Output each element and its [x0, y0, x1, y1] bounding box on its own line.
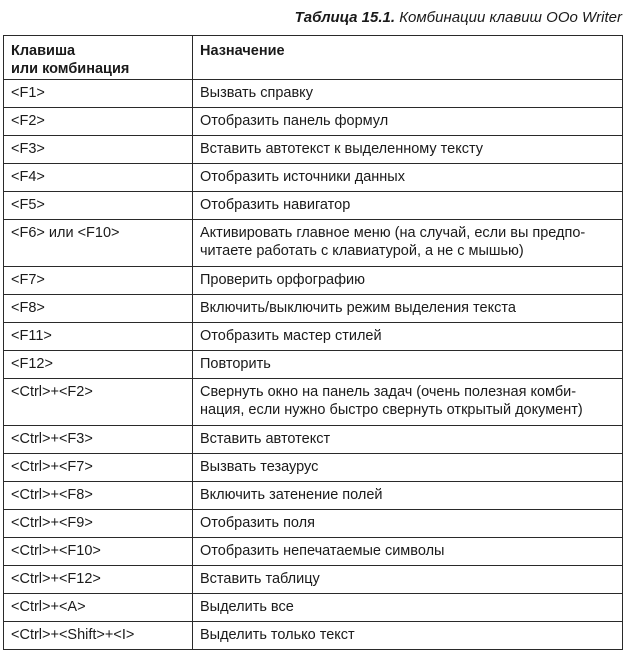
key-cell: <Ctrl>+<F7>	[4, 454, 193, 482]
key-cell: <Ctrl>+<A>	[4, 594, 193, 622]
purpose-cell: Включить/выключить режим выделения текста	[193, 295, 623, 323]
table-row	[4, 510, 623, 538]
table-row	[4, 80, 623, 108]
table-row	[4, 323, 623, 351]
key-cell: <F3>	[4, 136, 193, 164]
table-row	[4, 379, 623, 426]
key-cell: <Ctrl>+<F12>	[4, 566, 193, 594]
purpose-cell: Отобразить навигатор	[193, 192, 623, 220]
table-row	[4, 220, 623, 267]
purpose-cell: Вызвать справку	[193, 80, 623, 108]
key-cell: <Ctrl>+<F8>	[4, 482, 193, 510]
purpose-cell: Отобразить непечатаемые символы	[193, 538, 623, 566]
table-row	[4, 622, 623, 650]
key-cell: <Ctrl>+<F3>	[4, 426, 193, 454]
caption-label: Таблица 15.1.	[294, 9, 396, 26]
table-header-row	[4, 36, 623, 80]
purpose-cell: Вставить автотекст к выделенному тексту	[193, 136, 623, 164]
table-row	[4, 566, 623, 594]
key-cell: <Ctrl>+<F9>	[4, 510, 193, 538]
table-row	[4, 594, 623, 622]
key-cell: <F2>	[4, 108, 193, 136]
purpose-cell: Вызвать тезаурус	[193, 454, 623, 482]
purpose-cell: Повторить	[193, 351, 623, 379]
table-row	[4, 267, 623, 295]
purpose-cell: Свернуть окно на панель задач (очень полезная комби- нация, если нужно быстро свернуть открытый документ)	[193, 379, 623, 426]
key-cell: <F8>	[4, 295, 193, 323]
key-cell: <Ctrl>+<F2>	[4, 379, 193, 426]
purpose-cell: Выделить все	[193, 594, 623, 622]
key-cell: <Ctrl>+<Shift>+<I>	[4, 622, 193, 650]
table-row	[4, 454, 623, 482]
purpose-cell: Вставить автотекст	[193, 426, 623, 454]
key-cell: <F6> или <F10>	[4, 220, 193, 267]
key-cell: <F7>	[4, 267, 193, 295]
purpose-cell: Включить затенение полей	[193, 482, 623, 510]
purpose-cell: Выделить только текст	[193, 622, 623, 650]
table-row	[4, 295, 623, 323]
key-cell: <F4>	[4, 164, 193, 192]
key-cell: <F5>	[4, 192, 193, 220]
table-row	[4, 164, 623, 192]
table-row	[4, 538, 623, 566]
table-row	[4, 136, 623, 164]
purpose-cell: Вставить таблицу	[193, 566, 623, 594]
purpose-cell: Отобразить поля	[193, 510, 623, 538]
key-cell: <F11>	[4, 323, 193, 351]
caption-title: Комбинации клавиш ООо Writer	[399, 9, 622, 26]
key-cell: <F12>	[4, 351, 193, 379]
purpose-cell: Проверить орфографию	[193, 267, 623, 295]
table-row	[4, 482, 623, 510]
purpose-cell: Отобразить панель формул	[193, 108, 623, 136]
table-row	[4, 351, 623, 379]
purpose-cell: Отобразить источники данных	[193, 164, 623, 192]
table-row	[4, 426, 623, 454]
purpose-cell: Отобразить мастер стилей	[193, 323, 623, 351]
shortcuts-table	[3, 35, 623, 650]
key-cell: <F1>	[4, 80, 193, 108]
table-row	[4, 192, 623, 220]
table-caption	[295, 9, 622, 26]
table-body	[4, 80, 623, 650]
table-row	[4, 108, 623, 136]
header-key: Клавиша или комбинация	[4, 36, 193, 80]
purpose-cell: Активировать главное меню (на случай, если вы предпо- читаете работать с клавиатурой, а не с мышью)	[193, 220, 623, 267]
key-cell: <Ctrl>+<F10>	[4, 538, 193, 566]
header-purpose: Назначение	[193, 36, 623, 80]
